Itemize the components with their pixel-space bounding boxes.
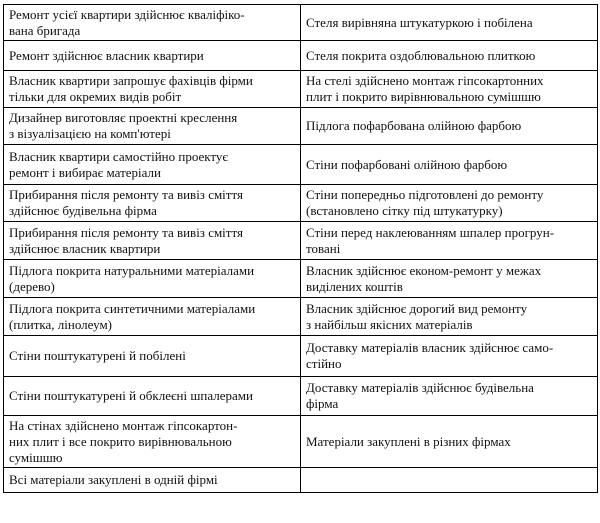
table-cell-left: Підлога покрита синтетичними матеріалами (плитка, лінолеум): [4, 298, 301, 336]
table-row: [4, 108, 598, 145]
table-cell-right: Доставку матеріалів власник здійснює само- стійно: [301, 336, 598, 377]
table-cell-right: Матеріали закуплені в різних фірмах: [301, 416, 598, 468]
table-row: [4, 377, 598, 416]
table-cell-right: Стіни пофарбовані олійною фарбою: [301, 145, 598, 185]
table-cell-right: Доставку матеріалів здійснює будівельна фірма: [301, 377, 598, 416]
options-table: [3, 4, 598, 493]
table-row: [4, 145, 598, 185]
table-row: [4, 416, 598, 468]
table-cell-right: Стеля покрита оздоблювальною плиткою: [301, 41, 598, 71]
table-cell-right: Власник здійснює дорогий вид ремонту з найбільш якісних матеріалів: [301, 298, 598, 336]
table-row: [4, 222, 598, 260]
table-row: [4, 71, 598, 108]
table-cell-left: Ремонт здійснює власник квартири: [4, 41, 301, 71]
table-cell-right: Стіни перед наклеюванням шпалер прогрун- товані: [301, 222, 598, 260]
table-cell-right: На стелі здійснено монтаж гіпсокартонних плит і покрито вирівнювальною сумішшю: [301, 71, 598, 108]
table-cell-left: Стіни поштукатурені й побілені: [4, 336, 301, 377]
table-cell-left: Стіни поштукатурені й обклеєні шпалерами: [4, 377, 301, 416]
table-row: [4, 336, 598, 377]
table-cell-left: Власник квартири самостійно проектує ремонт і вибирає матеріали: [4, 145, 301, 185]
table-cell-left: Ремонт усієї квартири здійснює кваліфіко- вана бригада: [4, 5, 301, 41]
table-cell-right: Підлога пофарбована олійною фарбою: [301, 108, 598, 145]
table-cell-left: Власник квартири запрошує фахівців фірми тільки для окремих видів робіт: [4, 71, 301, 108]
table-row: [4, 468, 598, 493]
table-cell-right: Стіни попередньо підготовлені до ремонту (встановлено сітку під штукатурку): [301, 185, 598, 222]
table-cell-left: Всі матеріали закуплені в одній фірмі: [4, 468, 301, 493]
table-row: [4, 260, 598, 298]
table-row: [4, 5, 598, 41]
table-row: [4, 298, 598, 336]
table-row: [4, 185, 598, 222]
table-cell-right: Стеля вирівняна штукатуркою і побілена: [301, 5, 598, 41]
table-cell-right: Власник здійснює економ-ремонт у межах виділених коштів: [301, 260, 598, 298]
table-cell-left: Дизайнер виготовляє проектні креслення з візуалізацією на комп'ютері: [4, 108, 301, 145]
table-cell-right: [301, 468, 598, 493]
table-cell-left: Підлога покрита натуральними матеріалами (дерево): [4, 260, 301, 298]
table-row: [4, 41, 598, 71]
table-cell-left: Прибирання після ремонту та вивіз сміття здійснює власник квартири: [4, 222, 301, 260]
table-cell-left: На стінах здійснено монтаж гіпсокартон- них плит і все покрито вирівнювальною сумішшю: [4, 416, 301, 468]
table-cell-left: Прибирання після ремонту та вивіз сміття здійснює будівельна фірма: [4, 185, 301, 222]
